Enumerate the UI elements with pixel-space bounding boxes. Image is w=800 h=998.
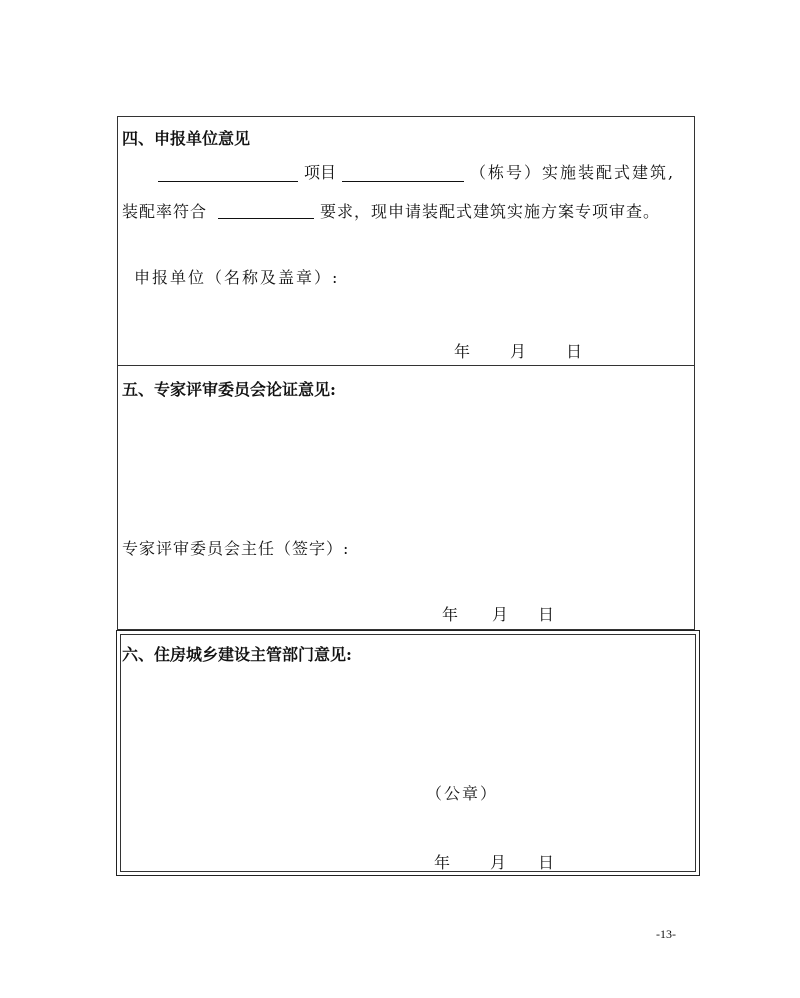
- section-heading: 五、专家评审委员会论证意见:: [122, 380, 336, 399]
- building-number-blank[interactable]: [342, 181, 464, 182]
- line2-text: 要求，现申请装配式建筑实施方案专项审查。: [320, 202, 661, 221]
- date-month: 月: [492, 605, 509, 624]
- section-housing-authority-opinion: [116, 630, 700, 876]
- date-day: 日: [538, 853, 555, 872]
- applicant-label: 申报单位（名称及盖章）:: [134, 268, 340, 287]
- date-day: 日: [566, 342, 583, 361]
- section-heading: 四、申报单位意见: [122, 129, 251, 148]
- inner-frame: [120, 634, 696, 872]
- section-expert-committee-opinion: [117, 366, 695, 630]
- date-year: 年: [442, 605, 459, 624]
- official-seal-label: （公章）: [426, 784, 499, 803]
- line2-prefix: 装配率符合: [122, 202, 208, 221]
- date-month: 月: [490, 853, 507, 872]
- date-year: 年: [434, 853, 451, 872]
- chair-signature-label: 专家评审委员会主任（签字）:: [122, 539, 350, 558]
- line1-text: （栋号）实施装配式建筑,: [470, 163, 676, 182]
- project-name-blank[interactable]: [158, 181, 298, 182]
- date-year: 年: [454, 342, 471, 361]
- project-label: 项目: [304, 163, 337, 182]
- assembly-rate-blank[interactable]: [218, 218, 314, 219]
- page-number: -13-: [656, 927, 676, 941]
- date-month: 月: [510, 342, 527, 361]
- section-heading: 六、住房城乡建设主管部门意见:: [122, 645, 352, 664]
- date-day: 日: [538, 605, 555, 624]
- section-applicant-opinion: [117, 116, 695, 366]
